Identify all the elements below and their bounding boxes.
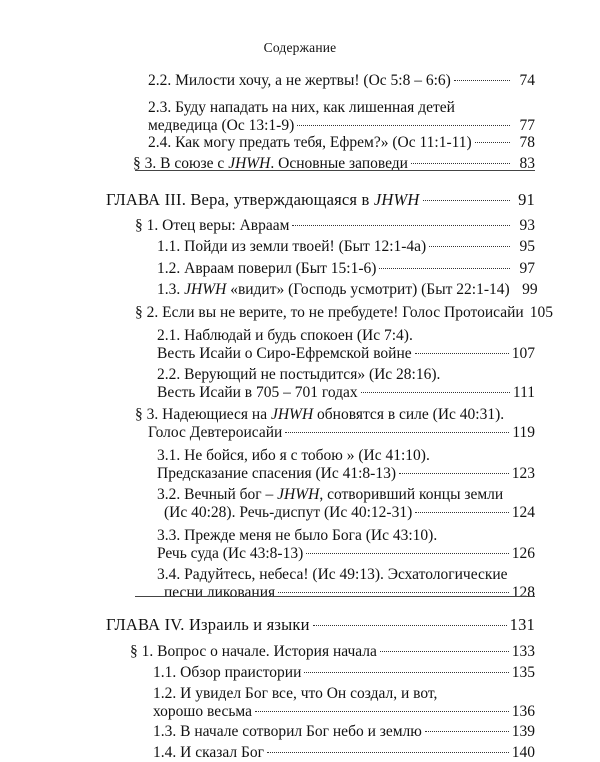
toc-entry-line — [157, 566, 535, 584]
toc-entry-line — [153, 685, 535, 703]
toc-entry-line — [153, 744, 535, 762]
toc-entry — [157, 527, 535, 563]
toc-entry-title: Речь суда (Ис 43:8-13) — [157, 545, 304, 562]
toc-entry-title: ГЛАВА IV. Израиль и языки — [106, 615, 310, 634]
page-number: 78 — [519, 134, 535, 151]
toc-entry-title: 2.4. Как могу предать тебя, Ефрем?» (Ос 11:1-11) — [148, 134, 472, 151]
dot-leader — [285, 432, 509, 433]
page-number: 107 — [511, 345, 535, 362]
toc-entry — [157, 260, 535, 278]
page-number: 133 — [511, 643, 535, 660]
page-number: 123 — [511, 465, 535, 482]
dot-leader — [429, 246, 510, 247]
toc-entry-line — [164, 584, 535, 602]
toc-entry-title: (Ис 40:28). Речь-диспут (Ис 40:12-31) — [164, 504, 413, 521]
toc-entry-line — [157, 366, 535, 384]
dot-leader — [304, 672, 508, 673]
toc-entry-title: § 2. Если вы не верите, то не пребудете! Голос Протоисайи — [135, 304, 524, 321]
dot-leader — [361, 392, 510, 393]
page-number: 128 — [511, 584, 535, 601]
toc-entry-title: 2.3. Буду нападать на них, как лишенная детей — [148, 99, 455, 116]
dot-leader — [292, 225, 510, 226]
toc-entry — [153, 744, 535, 762]
toc-entry — [135, 406, 535, 442]
toc-entry-title: § 3. Надеющиеся на JHWH обновятся в силе (Ис 40:31). — [135, 406, 505, 423]
toc-entry-line — [157, 486, 535, 504]
toc-entry-title: песни ликования — [164, 584, 276, 601]
toc-entry-title: Голос Девтероисайи — [148, 424, 283, 441]
toc-entry — [157, 486, 535, 522]
dot-leader — [415, 512, 508, 513]
toc-entry — [157, 327, 535, 363]
toc-entry-title: 3.2. Вечный бог – JHWH, сотворивший концы земли — [157, 486, 504, 503]
dot-leader — [415, 353, 509, 354]
toc-entry-line — [106, 616, 535, 634]
chapter-entry — [106, 616, 535, 634]
toc-entry-line — [157, 327, 535, 345]
toc-entry-line — [157, 238, 535, 256]
toc-entry — [153, 685, 535, 721]
toc-entry-title: 1.1. Обзор праистории — [153, 664, 302, 681]
toc-entry — [148, 72, 535, 90]
page-number: 93 — [519, 217, 535, 234]
page-number: 140 — [511, 744, 535, 761]
page-number: 136 — [511, 703, 535, 720]
toc-entry-title: 1.4. И сказал Бог — [153, 744, 265, 761]
toc-entry-title: 2.1. Наблюдай и будь спокоен (Ис 7:4). — [157, 327, 413, 344]
toc-entry-line — [148, 424, 535, 442]
toc-entry — [148, 134, 535, 152]
toc-entry-title: 1.2. И увидел Бог все, что Он создал, и вот, — [153, 685, 438, 702]
toc-entry — [135, 304, 553, 322]
page-number: 74 — [519, 72, 535, 89]
toc-entry — [130, 643, 535, 661]
dot-leader — [297, 125, 510, 126]
toc-entry-line — [157, 260, 535, 278]
toc-entry-title: медведица (Ос 13:1-9) — [148, 117, 295, 134]
dot-leader — [475, 142, 510, 143]
section-divider — [135, 170, 535, 171]
dot-leader — [278, 592, 509, 593]
toc-entry-line — [153, 723, 535, 741]
page-number: 95 — [519, 238, 535, 255]
toc-entry-title: § 3. В союзе с JHWH. Основные заповеди — [133, 155, 408, 172]
dot-leader — [411, 163, 510, 164]
dot-leader — [379, 268, 510, 269]
dot-leader — [425, 731, 509, 732]
toc-entry — [153, 664, 535, 682]
toc-entry-title: 1.3. JHWH «видит» (Господь усмотрит) (Быт 22:1-14) — [157, 281, 510, 298]
page-number: 124 — [511, 504, 535, 521]
section-divider — [135, 596, 535, 597]
toc-entry-line — [157, 527, 535, 545]
dot-leader — [306, 553, 509, 554]
toc-entry-line — [153, 703, 535, 721]
toc-entry — [148, 99, 535, 135]
page-number: 83 — [519, 155, 535, 172]
toc-entry-line — [148, 117, 535, 135]
toc-entry-title: § 1. Отец веры: Авраам — [135, 217, 290, 234]
page-number: 126 — [511, 545, 535, 562]
page-number: 99 — [522, 281, 538, 298]
toc-entry-line — [157, 345, 535, 363]
toc-entry — [153, 723, 535, 741]
toc-entry-title: Весть Исайи в 705 – 701 годах — [157, 384, 358, 401]
page-number: 139 — [511, 723, 535, 740]
toc-entry-title: § 1. Вопрос о начале. История начала — [130, 643, 377, 660]
toc-entry-line — [164, 504, 535, 522]
page-number: 131 — [509, 615, 535, 634]
toc-entry-title: 1.2. Авраам поверил (Быт 15:1-6) — [157, 260, 377, 277]
toc-entry-line — [157, 465, 535, 483]
toc-entry-title: ГЛАВА III. Вера, утверждающаяся в JHWH — [106, 190, 420, 209]
dot-leader — [454, 80, 510, 81]
toc-entry — [157, 238, 535, 256]
toc-entry-title: 1.1. Пойди из земли твоей! (Быт 12:1-4а) — [157, 238, 427, 255]
dot-leader — [380, 651, 509, 652]
page-number: 105 — [529, 304, 553, 321]
page-number: 77 — [519, 117, 535, 134]
toc-entry-title: 3.3. Прежде меня не было Бога (Ис 43:10). — [157, 527, 438, 544]
chapter-entry — [106, 191, 535, 209]
toc-entry-line — [130, 643, 535, 661]
page-number: 97 — [519, 260, 535, 277]
dot-leader — [255, 711, 509, 712]
toc-entry-title: 3.1. Не бойся, ибо я с тобою » (Ис 41:10). — [157, 447, 430, 464]
toc-entry — [157, 447, 535, 483]
toc-entry-title: Предсказание спасения (Ис 41:8-13) — [157, 465, 396, 482]
toc-entry-title: 1.3. В начале сотворил Бог небо и землю — [153, 723, 422, 740]
toc-entry-line — [157, 384, 535, 402]
toc-entry — [135, 217, 535, 235]
toc-entry-line — [148, 99, 535, 117]
toc-entry-line — [157, 281, 538, 299]
toc-entry — [157, 281, 538, 299]
toc-entry-title: Весть Исайи о Сиро-Ефремской войне — [157, 345, 412, 362]
toc-entry-line — [148, 72, 535, 90]
toc-entry-line — [106, 191, 535, 209]
toc-entry-line — [157, 545, 535, 563]
toc-entry-title: 2.2. Милости хочу, а не жертвы! (Ос 5:8 – 6:6) — [148, 72, 451, 89]
toc-entry-title: хорошо весьма — [153, 703, 252, 720]
dot-leader — [399, 473, 509, 474]
page-number: 135 — [511, 664, 535, 681]
toc-entry-line — [148, 134, 535, 152]
toc-entry-title: 3.4. Радуйтесь, небеса! (Ис 49:13). Эсхатологические — [157, 566, 508, 583]
dot-leader — [313, 625, 507, 626]
toc-entry-line — [153, 664, 535, 682]
toc-entry-line — [135, 406, 535, 424]
toc-entry-line — [135, 304, 553, 322]
toc-entry-title: 2.2. Верующий не постыдится» (Ис 28:16). — [157, 366, 441, 383]
page-header: Содержание — [263, 40, 337, 55]
page-number: 111 — [512, 384, 535, 401]
dot-leader — [267, 752, 509, 753]
toc-entry-line — [157, 447, 535, 465]
page-number: 91 — [518, 190, 535, 209]
page-number: 119 — [512, 424, 535, 441]
toc-entry — [157, 366, 535, 402]
dot-leader — [423, 200, 510, 201]
toc-entry-line — [135, 217, 535, 235]
